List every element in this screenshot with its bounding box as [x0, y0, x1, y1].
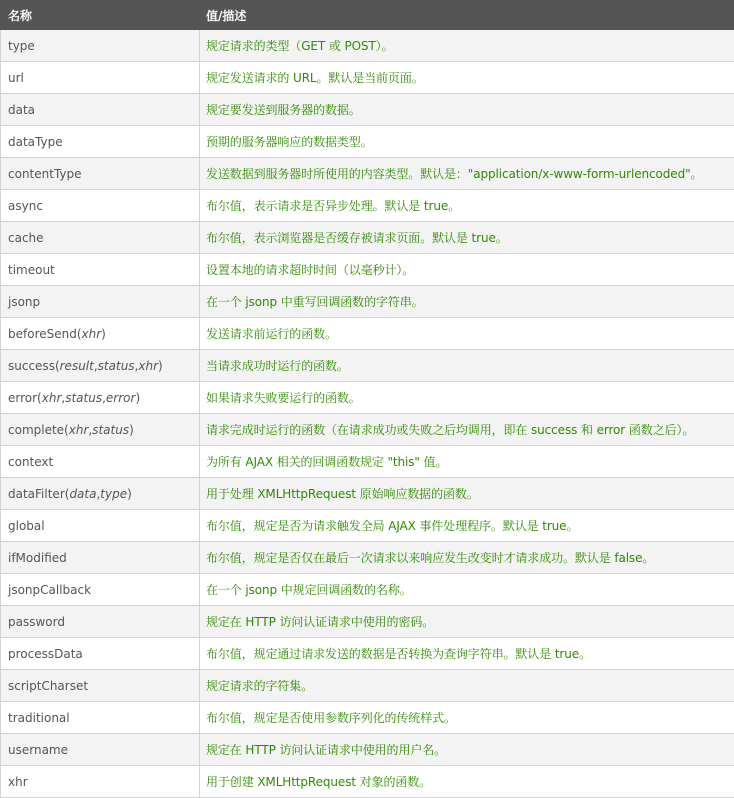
table-row	[1, 414, 734, 446]
option-name-text: jsonpCallback	[8, 583, 91, 597]
option-name-text: )	[135, 391, 140, 405]
option-name-text: context	[8, 455, 53, 469]
option-desc-cell: 发送数据到服务器时所使用的内容类型。默认是："application/x-www-form-urlencoded"。	[200, 158, 734, 190]
option-param: xhr	[82, 327, 102, 341]
option-param: type	[100, 487, 127, 501]
option-name-text: password	[8, 615, 65, 629]
option-param: status	[65, 391, 102, 405]
option-name-text: )	[158, 359, 163, 373]
option-name-text: dataFilter(	[8, 487, 69, 501]
table-row	[1, 254, 734, 286]
option-param: xhr	[42, 391, 62, 405]
option-name-text: ifModified	[8, 551, 67, 565]
option-name-cell	[1, 446, 200, 478]
option-name-cell	[1, 30, 200, 62]
option-name-text: beforeSend(	[8, 327, 82, 341]
option-name-text: username	[8, 743, 68, 757]
option-name-cell	[1, 94, 200, 126]
option-name-text: jsonp	[8, 295, 40, 309]
option-name-text: global	[8, 519, 45, 533]
table-row	[1, 158, 734, 190]
option-desc-cell: 为所有 AJAX 相关的回调函数规定 "this" 值。	[200, 446, 734, 478]
table-row	[1, 670, 734, 702]
table-row	[1, 574, 734, 606]
option-name-text: xhr	[8, 775, 28, 789]
option-name-text: async	[8, 199, 43, 213]
table-row	[1, 190, 734, 222]
table-row	[1, 318, 734, 350]
option-desc-cell: 在一个 jsonp 中规定回调函数的名称。	[200, 574, 734, 606]
option-name-text: scriptCharset	[8, 679, 88, 693]
option-desc-cell: 规定请求的字符集。	[200, 670, 734, 702]
table-row	[1, 606, 734, 638]
option-param: xhr	[69, 423, 89, 437]
option-name-cell	[1, 510, 200, 542]
option-name-cell	[1, 286, 200, 318]
option-desc-cell: 布尔值，规定是否仅在最后一次请求以来响应发生改变时才请求成功。默认是 false。	[200, 542, 734, 574]
option-name-text: ,	[102, 391, 106, 405]
table-row	[1, 286, 734, 318]
option-desc-cell: 当请求成功时运行的函数。	[200, 350, 734, 382]
table-row	[1, 766, 734, 798]
option-name-text: ,	[88, 423, 92, 437]
option-desc-cell: 布尔值，表示浏览器是否缓存被请求页面。默认是 true。	[200, 222, 734, 254]
option-name-cell	[1, 318, 200, 350]
option-name-cell	[1, 158, 200, 190]
table-row	[1, 446, 734, 478]
option-name-text: data	[8, 103, 35, 117]
option-name-text: )	[127, 487, 132, 501]
table-row	[1, 94, 734, 126]
option-name-text: ,	[61, 391, 65, 405]
option-name-cell	[1, 734, 200, 766]
option-name-text: type	[8, 39, 35, 53]
option-name-text: )	[129, 423, 134, 437]
option-desc-cell: 请求完成时运行的函数（在请求成功或失败之后均调用，即在 success 和 error 函数之后）。	[200, 414, 734, 446]
option-name-text: ,	[135, 359, 139, 373]
option-desc-cell: 布尔值，规定是否为请求触发全局 AJAX 事件处理程序。默认是 true。	[200, 510, 734, 542]
table-row	[1, 30, 734, 62]
option-name-text: url	[8, 71, 24, 85]
option-desc-cell: 布尔值，规定通过请求发送的数据是否转换为查询字符串。默认是 true。	[200, 638, 734, 670]
option-param: error	[106, 391, 136, 405]
table-row	[1, 62, 734, 94]
option-name-text: success(	[8, 359, 60, 373]
option-name-cell	[1, 190, 200, 222]
option-param: result	[60, 359, 94, 373]
option-param: status	[92, 423, 129, 437]
option-name-cell	[1, 382, 200, 414]
option-desc-cell: 设置本地的请求超时时间（以毫秒计）。	[200, 254, 734, 286]
option-desc-cell: 规定在 HTTP 访问认证请求中使用的用户名。	[200, 734, 734, 766]
option-param: data	[69, 487, 96, 501]
option-name-cell	[1, 222, 200, 254]
header-name: 名称	[1, 1, 200, 30]
option-name-text: ,	[96, 487, 100, 501]
option-desc-cell: 在一个 jsonp 中重写回调函数的字符串。	[200, 286, 734, 318]
table-row	[1, 638, 734, 670]
option-desc-cell: 规定请求的类型（GET 或 POST）。	[200, 30, 734, 62]
option-desc-cell: 用于创建 XMLHttpRequest 对象的函数。	[200, 766, 734, 798]
option-name-text: dataType	[8, 135, 63, 149]
table-row	[1, 478, 734, 510]
option-name-cell	[1, 766, 200, 798]
table-row	[1, 702, 734, 734]
option-desc-cell: 规定发送请求的 URL。默认是当前页面。	[200, 62, 734, 94]
option-name-text: error(	[8, 391, 42, 405]
option-name-text: contentType	[8, 167, 82, 181]
option-desc-cell: 用于处理 XMLHttpRequest 原始响应数据的函数。	[200, 478, 734, 510]
table-row	[1, 542, 734, 574]
option-desc-cell: 预期的服务器响应的数据类型。	[200, 126, 734, 158]
header-desc: 值/描述	[200, 1, 734, 30]
option-name-cell	[1, 542, 200, 574]
option-desc-cell: 如果请求失败要运行的函数。	[200, 382, 734, 414]
option-name-text: ,	[94, 359, 98, 373]
option-name-cell	[1, 414, 200, 446]
option-name-cell	[1, 254, 200, 286]
option-desc-cell: 规定在 HTTP 访问认证请求中使用的密码。	[200, 606, 734, 638]
option-name-cell	[1, 606, 200, 638]
option-name-cell	[1, 638, 200, 670]
table-row	[1, 222, 734, 254]
option-desc-cell: 发送请求前运行的函数。	[200, 318, 734, 350]
option-name-cell	[1, 478, 200, 510]
table-row	[1, 382, 734, 414]
option-param: xhr	[138, 359, 158, 373]
option-name-cell	[1, 574, 200, 606]
option-name-text: timeout	[8, 263, 55, 277]
option-name-cell	[1, 62, 200, 94]
option-name-text: processData	[8, 647, 83, 661]
table-header-row	[1, 1, 734, 30]
option-name-text: complete(	[8, 423, 69, 437]
option-name-cell	[1, 126, 200, 158]
option-desc-cell: 规定要发送到服务器的数据。	[200, 94, 734, 126]
option-desc-cell: 布尔值，规定是否使用参数序列化的传统样式。	[200, 702, 734, 734]
option-name-text: cache	[8, 231, 44, 245]
table-row	[1, 126, 734, 158]
table-row	[1, 350, 734, 382]
option-name-text: traditional	[8, 711, 70, 725]
option-param: status	[98, 359, 135, 373]
option-name-text: )	[101, 327, 106, 341]
option-name-cell	[1, 670, 200, 702]
option-name-cell	[1, 350, 200, 382]
option-name-cell	[1, 702, 200, 734]
table-row	[1, 510, 734, 542]
table-body	[1, 30, 734, 798]
option-desc-cell: 布尔值，表示请求是否异步处理。默认是 true。	[200, 190, 734, 222]
table-row	[1, 734, 734, 766]
